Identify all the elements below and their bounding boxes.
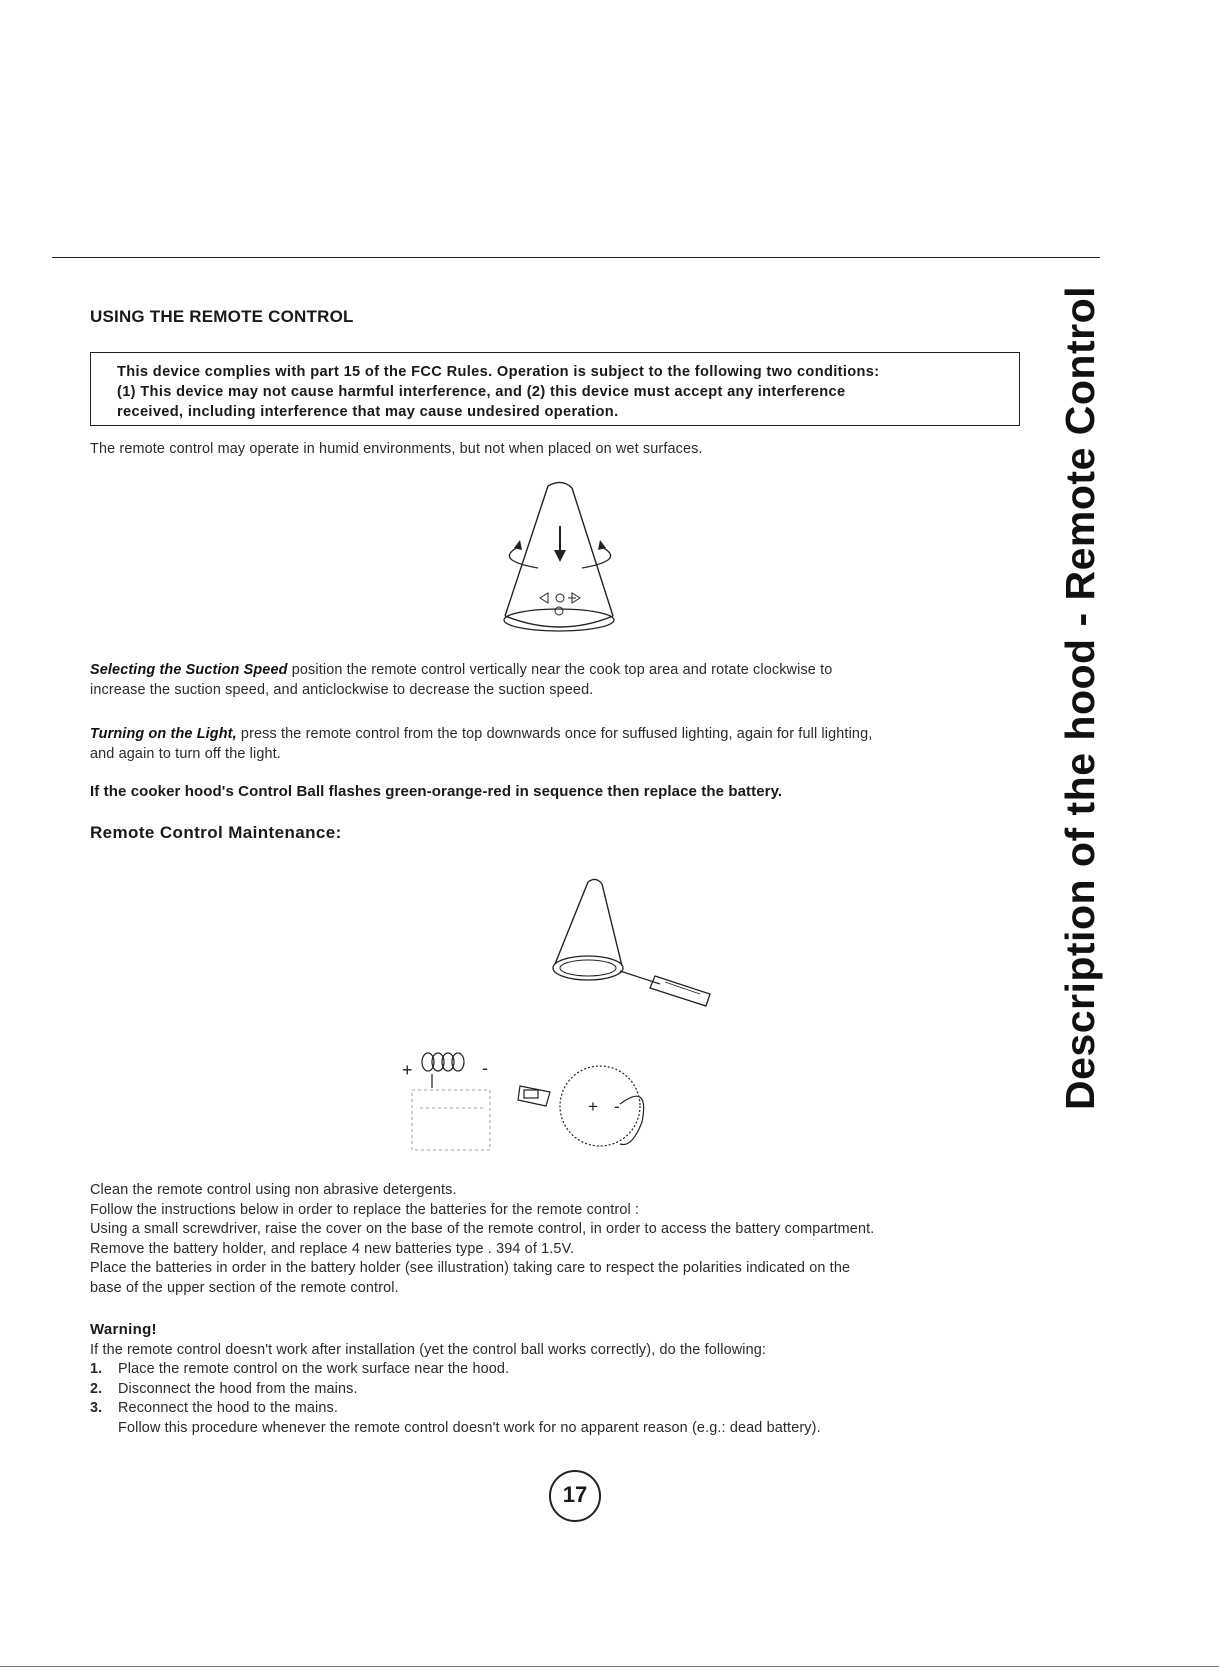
top-rule — [52, 257, 1100, 258]
light-text: and again to turn off the light. — [90, 745, 281, 762]
light-lead: Turning on the Light, — [90, 726, 237, 742]
fcc-notice-line: (1) This device may not cause harmful interference, and (2) this device must accept any interference — [117, 384, 846, 400]
humid-note: The remote control may operate in humid environments, but not when placed on wet surfaces. — [90, 441, 703, 457]
step-item — [90, 1399, 509, 1419]
follow-note: Follow this procedure whenever the remote control doesn't work for no apparent reason (e.g.: dead battery). — [118, 1420, 821, 1436]
maintenance-line: base of the upper section of the remote control. — [90, 1279, 399, 1296]
light-text: press the remote control from the top downwards once for suffused lighting, again for full lighting, — [236, 726, 873, 742]
maintenance-line: Clean the remote control using non abrasive detergents. — [90, 1182, 457, 1198]
maintenance-heading: Remote Control Maintenance: — [90, 823, 342, 842]
remote-rotation-illustration — [500, 478, 630, 658]
suction-speed-text: position the remote control vertically near the cook top area and rotate clockwise to — [287, 662, 833, 678]
fcc-notice-line: This device complies with part 15 of the FCC Rules. Operation is subject to the following two conditions: — [117, 364, 880, 380]
warning-intro: If the remote control doesn't work after installation (yet the control ball works correctly), do the following: — [90, 1342, 767, 1358]
step-number: 2. — [90, 1380, 103, 1397]
side-section-title: Description of the hood - Remote Control — [1057, 285, 1103, 1110]
suction-speed-paragraph — [90, 661, 1010, 700]
maintenance-text — [90, 1181, 1040, 1298]
suction-speed-lead: Selecting the Suction Speed — [90, 662, 288, 678]
base-plus-label: + — [588, 1097, 598, 1116]
maintenance-line: Using a small screwdriver, raise the cover on the base of the remote control, in order to access the battery compartment. — [90, 1221, 875, 1237]
base-minus-label: - — [614, 1097, 620, 1116]
step-text: Place the remote control on the work surface near the hood. — [118, 1361, 510, 1377]
warning-steps — [90, 1360, 509, 1419]
step-item — [90, 1380, 509, 1400]
fcc-notice-box — [90, 352, 1020, 426]
battery-replacement-illustration — [400, 1040, 700, 1170]
battery-warning: If the cooker hood's Control Ball flashes green-orange-red in sequence then replace the battery. — [90, 783, 783, 800]
page-number: 17 — [562, 1482, 588, 1507]
maintenance-line: Follow the instructions below in order to replace the batteries for the remote control : — [90, 1201, 640, 1218]
suction-speed-text: increase the suction speed, and anticlockwise to decrease the suction speed. — [90, 681, 594, 698]
warning-heading: Warning! — [90, 1321, 157, 1338]
light-paragraph — [90, 725, 1020, 764]
maintenance-line: Remove the battery holder, and replace 4 new batteries type . 394 of 1.5V. — [90, 1240, 575, 1257]
section-title: USING THE REMOTE CONTROL — [90, 307, 354, 326]
step-item — [90, 1360, 509, 1380]
step-text: Reconnect the hood to the mains. — [118, 1400, 338, 1416]
step-number: 1. — [90, 1361, 103, 1377]
battery-minus-label: - — [482, 1058, 488, 1078]
maintenance-line: Place the batteries in order in the battery holder (see illustration) taking care to respect the polarities indicated on the — [90, 1260, 851, 1276]
step-text: Disconnect the hood from the mains. — [118, 1380, 358, 1397]
bottom-rule — [0, 1666, 1219, 1667]
step-number: 3. — [90, 1400, 103, 1416]
screwdriver-illustration — [550, 876, 720, 1011]
battery-plus-label: + — [402, 1060, 413, 1080]
fcc-notice-line: received, including interference that may cause undesired operation. — [117, 404, 619, 420]
